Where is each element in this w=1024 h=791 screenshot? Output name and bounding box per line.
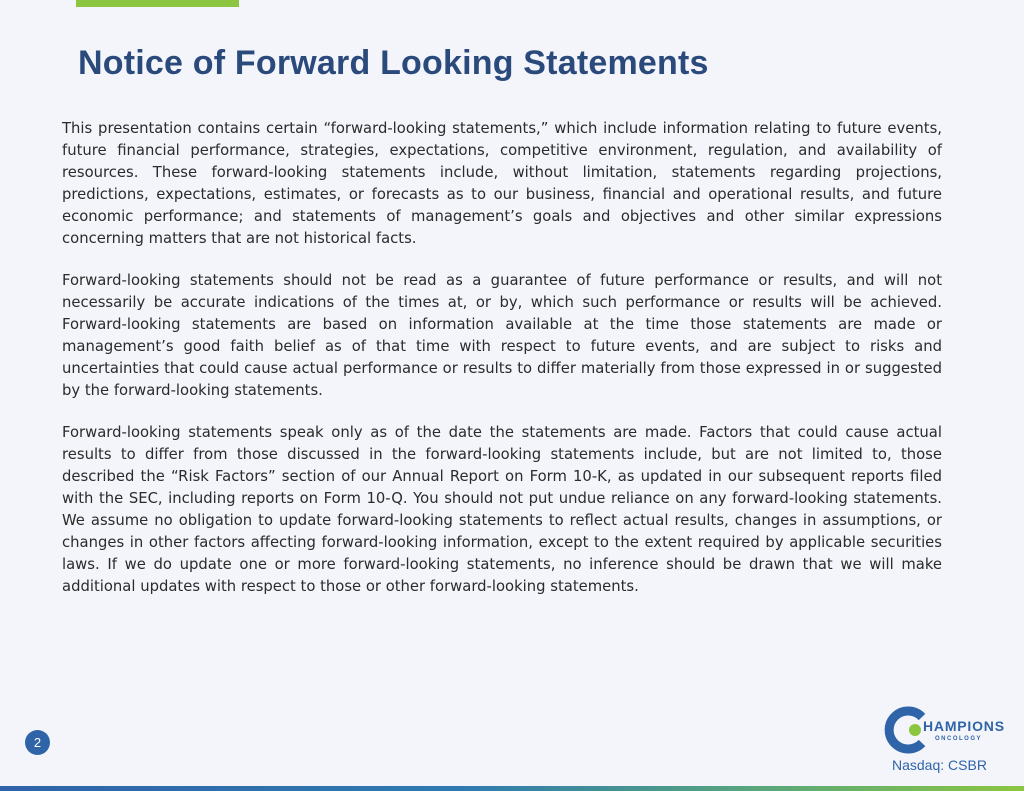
page-number-badge: 2: [25, 730, 50, 755]
body-text: [62, 118, 942, 618]
top-accent-bar: [76, 0, 239, 7]
logo-wordmark: HAMPIONS: [923, 718, 1005, 734]
slide-title: Notice of Forward Looking Statements: [78, 44, 709, 82]
logo-subtext: ONCOLOGY: [935, 736, 983, 742]
paragraph-3: Forward-looking statements speak only as of the date the statements are made. Factors that could cause actual results to differ from those discussed in the forward-looking statements include, but are not limited to, those described the “Risk Factors” section of our Annual Report on Form 10-K, as updated in our subsequent reports filed with the SEC, including reports on Form 10-Q. You should not put undue reliance on any forward-looking statements. We assume no obligation to update forward-looking statements to reflect actual results, changes in assumptions, or changes in other factors affecting forward-looking information, except to the extent required by applicable securities laws. If we do update one or more forward-looking statements, no inference should be drawn that we will make additional updates with respect to those or other forward-looking statements.: [62, 424, 942, 595]
company-logo: [882, 705, 1012, 755]
paragraph-1: This presentation contains certain “forward-looking statements,” which include information relating to future events, future financial performance, strategies, expectations, competitive environment, regulation, and availability of resources. These forward-looking statements include, without limitation, statements regarding projections, predictions, expectations, estimates, or forecasts as to our business, financial and operational results, and future economic performance; and statements of management’s goals and objectives and other similar expressions concerning matters that are not historical facts.: [62, 120, 942, 247]
paragraph-2: Forward-looking statements should not be read as a guarantee of future performance or results, and will not necessarily be accurate indications of the times at, or by, which such performance or results will be achieved. Forward-looking statements are based on information available at the time those statements are made or management’s good faith belief as of that time with respect to future events, and are subject to risks and uncertainties that could cause actual performance or results to differ materially from those expressed in or suggested by the forward-looking statements.: [62, 272, 942, 399]
bottom-gradient-bar: [0, 786, 1024, 791]
ticker-symbol: Nasdaq: CSBR: [892, 757, 987, 773]
